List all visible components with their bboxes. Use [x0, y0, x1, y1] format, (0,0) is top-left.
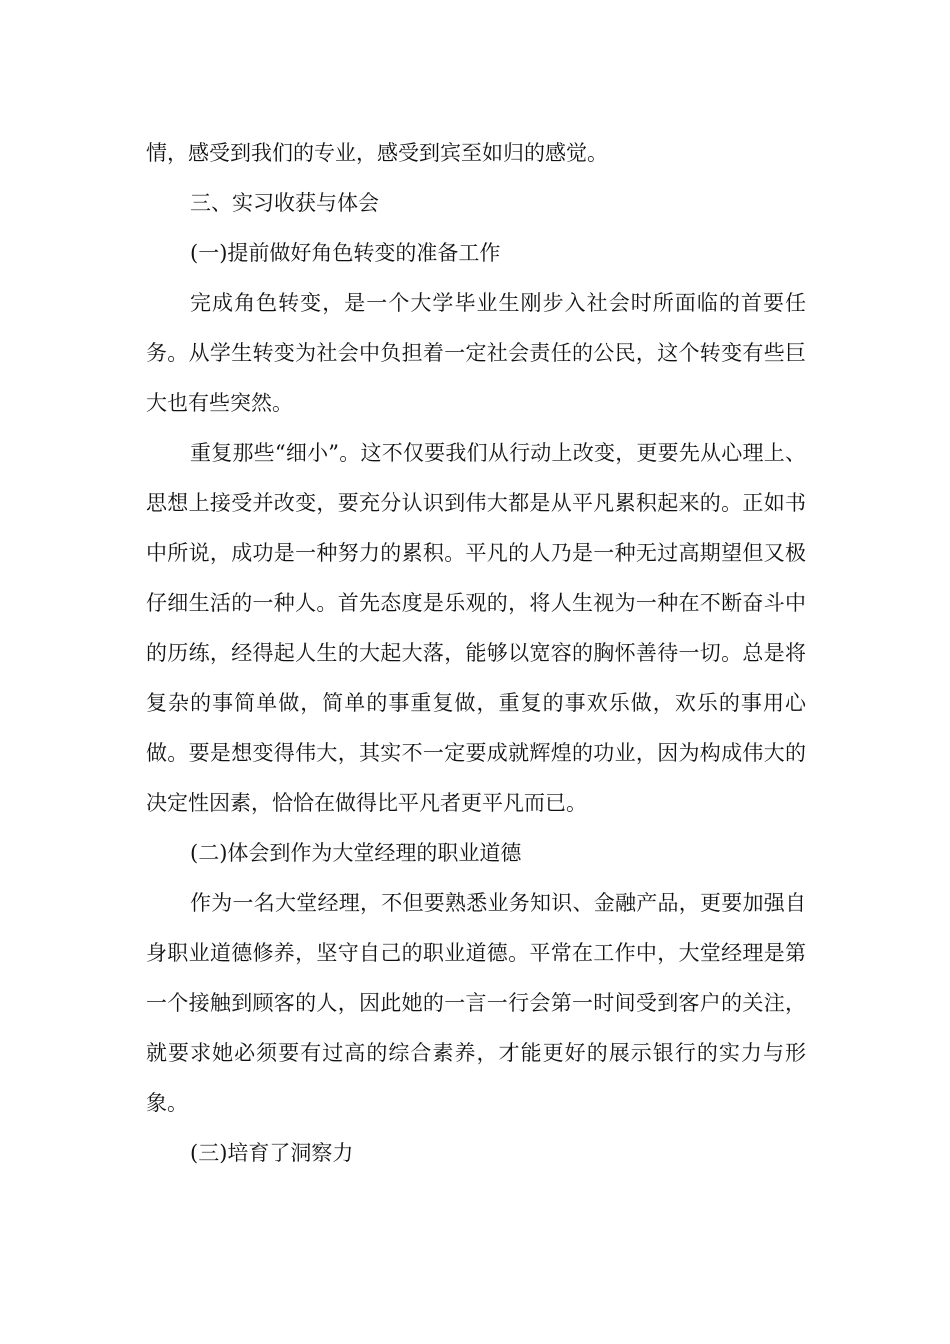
body-paragraph-lobby-manager: 作为一名大堂经理，不但要熟悉业务知识、金融产品，更要加强自身职业道德修养，坚守自己的职业道德。平常在工作中，大堂经理是第一个接触到顾客的人，因此她的一言一行会第一时间受到客户的关注，就要求她必须要有过高的综合素养，才能更好的展示银行的实力与形象。: [146, 891, 806, 1115]
continuation-paragraph: 情，感受到我们的专业，感受到宾至如归的感觉。: [146, 141, 608, 165]
subsection-heading-insight: (三)培育了洞察力: [190, 1141, 354, 1165]
subsection-heading-professional-ethics: (二)体会到作为大堂经理的职业道德: [190, 841, 522, 865]
document-body: [146, 128, 806, 1178]
subsection-heading-role-change: (一)提前做好角色转变的准备工作: [190, 241, 501, 265]
section-heading-internship-gains: 三、实习收获与体会: [190, 191, 379, 215]
body-paragraph-role-change: 完成角色转变，是一个大学毕业生刚步入社会时所面临的首要任务。从学生转变为社会中负担着一定社会责任的公民，这个转变有些巨大也有些突然。: [146, 291, 806, 415]
body-paragraph-repeat-small-things: 重复那些“细小”。这不仅要我们从行动上改变，更要先从心理上、思想上接受并改变，要充分认识到伟大都是从平凡累积起来的。正如书中所说，成功是一种努力的累积。平凡的人乃是一种无过高期望但又极仔细生活的一种人。首先态度是乐观的，将人生视为一种在不断奋斗中的历练，经得起人生的大起大落，能够以宽容的胸怀善待一切。总是将复杂的事简单做，简单的事重复做，重复的事欢乐做，欢乐的事用心做。要是想变得伟大，其实不一定要成就辉煌的功业，因为构成伟大的决定性因素，恰恰在做得比平凡者更平凡而已。: [146, 441, 806, 815]
